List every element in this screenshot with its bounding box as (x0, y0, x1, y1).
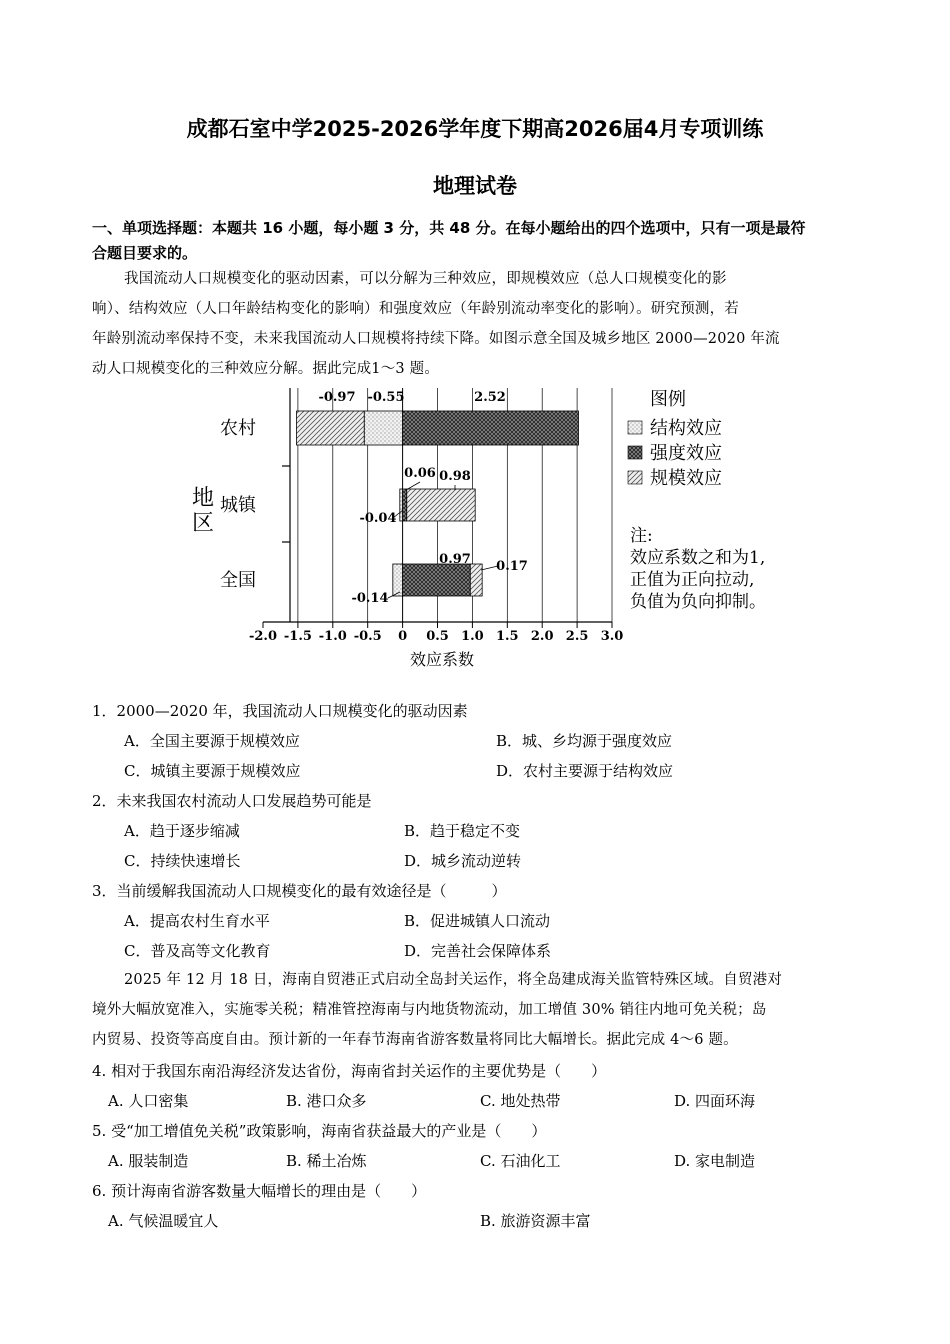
bar-1-2 (407, 489, 475, 521)
question-4-option-d[interactable]: D. 四面环海 (674, 1092, 756, 1110)
data-label-2-0: -0.14 (351, 591, 389, 606)
question-1-option-d[interactable]: D．农村主要源于结构效应 (496, 762, 674, 780)
question-5-option-c[interactable]: C. 石油化工 (480, 1152, 561, 1170)
question-4-option-a[interactable]: A. 人口密集 (108, 1092, 189, 1110)
passage1-line4: 动人口规模变化的三种效应分解。据此完成1～3 题。 (92, 361, 440, 377)
question-2-option-b[interactable]: B．趋于稳定不变 (404, 822, 521, 840)
question-3-option-a[interactable]: A．提高农村生育水平 (124, 912, 270, 930)
question-3-stem: 3．当前缓解我国流动人口规模变化的最有效途径是（ ） (92, 882, 507, 900)
passage1-line1: 我国流动人口规模变化的驱动因素，可以分解为三种效应，即规模效应（总人口规模变化的影 (124, 271, 727, 287)
note-line-3: 负值为负向抑制。 (630, 592, 766, 612)
data-label-1-0: -0.04 (359, 511, 397, 526)
question-3-option-c[interactable]: C．普及高等文化教育 (124, 942, 271, 960)
passage2-line3: 内贸易、投资等高度自由。预计新的一年春节海南省游客数量将同比大幅增长。据此完成 4～6 题。 (92, 1032, 738, 1048)
note-line-2: 正值为正向拉动, (630, 570, 755, 590)
data-label-0-2: -0.97 (318, 390, 356, 405)
data-label-1-1: 0.06 (404, 466, 436, 481)
legend-swatch-intensity (628, 446, 642, 459)
question-4-stem: 4. 相对于我国东南沿海经济发达省份，海南省封关运作的主要优势是（ ） (92, 1062, 607, 1080)
legend-label-structure: 结构效应 (650, 418, 722, 439)
legend-label-scale: 规模效应 (650, 468, 722, 489)
legend-label-intensity: 强度效应 (650, 443, 722, 464)
question-2-option-a[interactable]: A．趋于逐步缩减 (124, 822, 240, 840)
question-6-option-b[interactable]: B. 旅游资源丰富 (480, 1212, 591, 1230)
question-1-stem: 1．2000—2020 年，我国流动人口规模变化的驱动因素 (92, 702, 468, 720)
category-label-2: 全国 (220, 570, 256, 591)
exam-subtitle: 地理试卷 (433, 174, 517, 198)
x-tick-label-4: 0 (398, 629, 408, 644)
category-label-1: 城镇 (220, 495, 256, 516)
bar-2-2 (470, 564, 482, 596)
passage1-line2: 响）、结构效应（人口年龄结构变化的影响）和强度效应（年龄别流动率变化的影响）。研究预测，若 (92, 301, 739, 317)
question-5-option-a[interactable]: A. 服装制造 (108, 1152, 189, 1170)
data-label-0-0: -0.55 (367, 390, 405, 405)
bar-0-1 (403, 411, 579, 445)
legend-swatch-structure (628, 421, 642, 434)
data-label-0-1: 2.52 (474, 390, 506, 405)
question-1-option-a[interactable]: A．全国主要源于规模效应 (124, 732, 300, 750)
data-label-1-2: 0.98 (439, 469, 471, 484)
x-tick-label-1: -1.5 (283, 629, 312, 644)
question-2-option-d[interactable]: D．城乡流动逆转 (404, 852, 522, 870)
bar-2-0 (393, 564, 403, 596)
category-label-0: 农村 (220, 418, 256, 439)
section-heading-line1: 一、单项选择题：本题共 16 小题，每小题 3 分，共 48 分。在每小题给出的四个选项中，只有一项是最符 (92, 219, 806, 237)
question-4-option-c[interactable]: C. 地处热带 (480, 1092, 561, 1110)
chart-bars (297, 411, 579, 596)
x-tick-label-8: 2.0 (530, 629, 554, 644)
bar-1-0 (400, 489, 403, 521)
question-5-option-b[interactable]: B. 稀土冶炼 (286, 1152, 367, 1170)
x-tick-label-7: 1.5 (495, 629, 519, 644)
question-4-option-b[interactable]: B. 港口众多 (286, 1092, 367, 1110)
question-5-stem: 5. 受“加工增值免关税”政策影响，海南省获益最大的产业是（ ） (92, 1122, 547, 1140)
question-3-option-d[interactable]: D．完善社会保障体系 (404, 942, 552, 960)
x-tick-label-3: -0.5 (353, 629, 382, 644)
question-2-option-c[interactable]: C．持续快速增长 (124, 852, 241, 870)
legend-title: 图例 (650, 389, 686, 410)
x-tick-label-10: 3.0 (600, 629, 624, 644)
data-label-2-1: 0.97 (439, 552, 471, 567)
y-axis-title-char2: 区 (191, 511, 215, 536)
question-1-option-c[interactable]: C．城镇主要源于规模效应 (124, 762, 301, 780)
bar-0-2 (297, 411, 365, 445)
note-title: 注: (630, 526, 653, 546)
exam-title: 成都石室中学2025-2026学年度下期高2026届4月专项训练 (186, 117, 764, 141)
passage2-line2: 境外大幅放宽准入，实施零关税；精准管控海南与内地货物流动，加工增值 30% 销往内地可免关税；岛 (92, 1002, 767, 1018)
bar-0-0 (364, 411, 402, 445)
question-5-option-d[interactable]: D. 家电制造 (674, 1152, 756, 1170)
bar-1-1 (403, 489, 407, 521)
question-2-stem: 2．未来我国农村流动人口发展趋势可能是 (92, 792, 372, 810)
question-6-stem: 6. 预计海南省游客数量大幅增长的理由是（ ） (92, 1182, 427, 1200)
x-tick-label-6: 1.0 (461, 629, 484, 644)
note-line-1: 效应系数之和为1, (630, 548, 766, 568)
section-heading-line2: 合题目要求的。 (92, 244, 198, 262)
x-tick-label-9: 2.5 (565, 629, 589, 644)
legend-swatch-scale (628, 471, 642, 484)
passage2-line1: 2025 年 12 月 18 日，海南自贸港正式启动全岛封关运作，将全岛建成海关监管特殊区域。自贸港对 (124, 972, 783, 988)
x-tick-label-2: -1.0 (318, 629, 347, 644)
passage1-line3: 年龄别流动率保持不变，未来我国流动人口规模将持续下降。如图示意全国及城乡地区 2000—2020 年流 (92, 331, 780, 347)
y-axis-title-char1: 地 (191, 486, 215, 511)
data-label-2-2: 0.17 (496, 559, 528, 574)
question-3-option-b[interactable]: B．促进城镇人口流动 (404, 912, 551, 930)
bar-2-1 (403, 564, 471, 596)
question-1-option-b[interactable]: B．城、乡均源于强度效应 (496, 732, 673, 750)
x-axis-title: 效应系数 (409, 650, 475, 669)
x-tick-label-5: 0.5 (426, 629, 449, 644)
question-6-option-a[interactable]: A. 气候温暖宜人 (108, 1212, 219, 1230)
x-tick-label-0: -2.0 (248, 629, 278, 644)
